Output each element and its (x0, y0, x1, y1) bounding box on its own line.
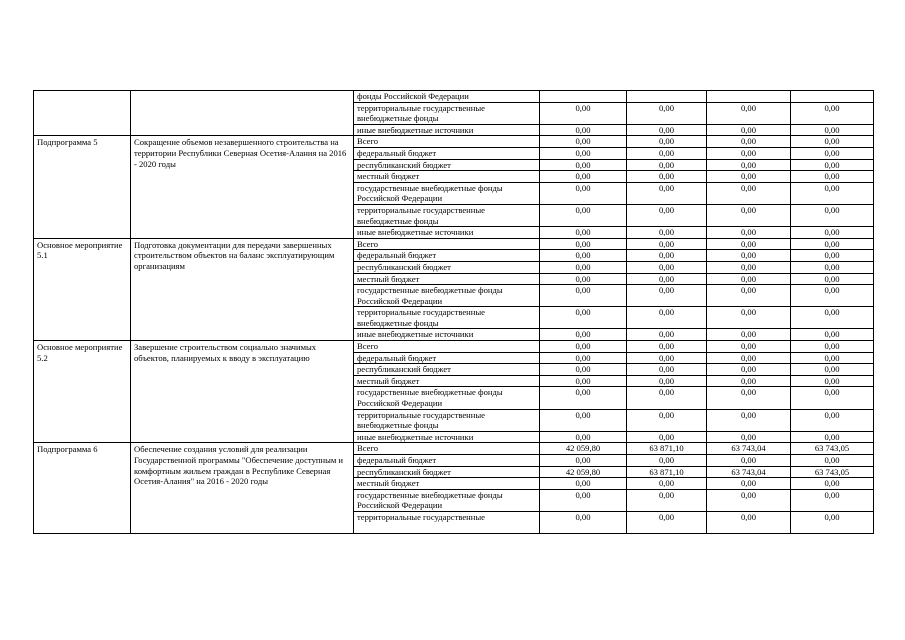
funding-source-cell: фонды Российской Федерации (354, 91, 540, 103)
amount-cell-year-3: 0,00 (707, 511, 791, 533)
funding-source-cell: местный бюджет (354, 375, 540, 387)
funding-source-cell: иные внебюджетные источники (354, 227, 540, 239)
amount-cell-year-1: 0,00 (540, 375, 627, 387)
amount-cell-year-2: 0,00 (627, 352, 707, 364)
table-row (34, 443, 874, 455)
amount-cell-year-1: 42 059,80 (540, 466, 627, 478)
amount-cell-year-2: 63 871,10 (627, 443, 707, 455)
amount-cell-year-2: 0,00 (627, 431, 707, 443)
amount-cell-year-3: 0,00 (707, 478, 791, 490)
amount-cell-year-3: 0,00 (707, 124, 791, 136)
funding-source-cell: федеральный бюджет (354, 250, 540, 262)
funding-source-cell: иные внебюджетные источники (354, 329, 540, 341)
amount-cell-year-3: 0,00 (707, 489, 791, 511)
funding-source-cell: Всего (354, 136, 540, 148)
amount-cell-year-1: 0,00 (540, 409, 627, 431)
amount-cell-year-2: 0,00 (627, 409, 707, 431)
amount-cell-year-2: 0,00 (627, 159, 707, 171)
program-description-cell: Подготовка документации для передачи завершенных строительством объектов на баланс эксплуатирующим организациям (131, 238, 354, 340)
funding-source-cell: республиканский бюджет (354, 159, 540, 171)
amount-cell-year-4: 0,00 (791, 489, 874, 511)
amount-cell-year-1: 0,00 (540, 261, 627, 273)
amount-cell-year-4: 0,00 (791, 329, 874, 341)
amount-cell-year-4: 0,00 (791, 431, 874, 443)
program-code-cell: Основное мероприятие 5.2 (34, 341, 131, 443)
amount-cell-year-2: 0,00 (627, 204, 707, 226)
amount-cell-year-4: 0,00 (791, 261, 874, 273)
amount-cell-year-1: 0,00 (540, 273, 627, 285)
amount-cell-year-1: 0,00 (540, 159, 627, 171)
amount-cell-year-4: 0,00 (791, 171, 874, 183)
program-code-cell: Подпрограмма 6 (34, 443, 131, 534)
funding-source-cell: республиканский бюджет (354, 364, 540, 376)
funding-source-cell: Всего (354, 341, 540, 353)
amount-cell-year-3: 0,00 (707, 409, 791, 431)
amount-cell-year-3: 0,00 (707, 364, 791, 376)
amount-cell-year-2: 0,00 (627, 250, 707, 262)
amount-cell-year-2 (627, 91, 707, 103)
program-code-cell: Основное мероприятие 5.1 (34, 238, 131, 340)
amount-cell-year-1: 0,00 (540, 387, 627, 409)
amount-cell-year-2: 0,00 (627, 147, 707, 159)
amount-cell-year-3: 0,00 (707, 431, 791, 443)
funding-source-cell: местный бюджет (354, 273, 540, 285)
amount-cell-year-2: 0,00 (627, 489, 707, 511)
amount-cell-year-2: 0,00 (627, 238, 707, 250)
amount-cell-year-1: 0,00 (540, 102, 627, 124)
funding-source-cell: республиканский бюджет (354, 261, 540, 273)
amount-cell-year-4: 0,00 (791, 124, 874, 136)
amount-cell-year-3: 0,00 (707, 273, 791, 285)
amount-cell-year-2: 0,00 (627, 136, 707, 148)
amount-cell-year-3: 0,00 (707, 250, 791, 262)
amount-cell-year-3: 0,00 (707, 238, 791, 250)
program-code-cell (34, 91, 131, 136)
funding-source-cell: иные внебюджетные источники (354, 124, 540, 136)
amount-cell-year-1: 0,00 (540, 227, 627, 239)
amount-cell-year-1: 0,00 (540, 147, 627, 159)
amount-cell-year-4: 0,00 (791, 455, 874, 467)
amount-cell-year-1: 0,00 (540, 455, 627, 467)
amount-cell-year-2: 0,00 (627, 375, 707, 387)
table-row (34, 238, 874, 250)
amount-cell-year-4: 0,00 (791, 341, 874, 353)
amount-cell-year-3: 0,00 (707, 375, 791, 387)
amount-cell-year-4: 0,00 (791, 511, 874, 533)
amount-cell-year-3: 0,00 (707, 182, 791, 204)
amount-cell-year-3: 0,00 (707, 204, 791, 226)
amount-cell-year-2: 0,00 (627, 307, 707, 329)
amount-cell-year-4: 0,00 (791, 227, 874, 239)
amount-cell-year-3: 0,00 (707, 147, 791, 159)
funding-source-cell: территориальные государственные внебюджетные фонды (354, 102, 540, 124)
funding-source-cell: государственные внебюджетные фонды Российской Федерации (354, 489, 540, 511)
amount-cell-year-4: 0,00 (791, 136, 874, 148)
amount-cell-year-2: 0,00 (627, 124, 707, 136)
amount-cell-year-4: 0,00 (791, 250, 874, 262)
amount-cell-year-3 (707, 91, 791, 103)
amount-cell-year-3: 0,00 (707, 352, 791, 364)
program-code-cell: Подпрограмма 5 (34, 136, 131, 238)
funding-source-cell: федеральный бюджет (354, 352, 540, 364)
amount-cell-year-1: 0,00 (540, 250, 627, 262)
amount-cell-year-1: 0,00 (540, 182, 627, 204)
funding-source-cell: территориальные государственные внебюджетные фонды (354, 307, 540, 329)
amount-cell-year-3: 0,00 (707, 329, 791, 341)
amount-cell-year-1: 0,00 (540, 124, 627, 136)
amount-cell-year-3: 0,00 (707, 455, 791, 467)
amount-cell-year-4: 0,00 (791, 285, 874, 307)
amount-cell-year-2: 0,00 (627, 478, 707, 490)
funding-source-cell: местный бюджет (354, 478, 540, 490)
amount-cell-year-4: 0,00 (791, 307, 874, 329)
amount-cell-year-2: 0,00 (627, 102, 707, 124)
amount-cell-year-4: 0,00 (791, 238, 874, 250)
amount-cell-year-2: 0,00 (627, 171, 707, 183)
amount-cell-year-3: 63 743,04 (707, 466, 791, 478)
table-row (34, 91, 874, 103)
amount-cell-year-1: 42 059,80 (540, 443, 627, 455)
amount-cell-year-4: 0,00 (791, 273, 874, 285)
amount-cell-year-2: 0,00 (627, 364, 707, 376)
funding-source-cell: территориальные государственные внебюджетные фонды (354, 409, 540, 431)
funding-source-cell: федеральный бюджет (354, 147, 540, 159)
amount-cell-year-2: 0,00 (627, 387, 707, 409)
funding-source-cell: Всего (354, 443, 540, 455)
funding-source-cell: государственные внебюджетные фонды Российской Федерации (354, 285, 540, 307)
funding-source-cell: федеральный бюджет (354, 455, 540, 467)
program-description-cell: Сокращение объемов незавершенного строительства на территории Республики Северная Осетия-Алания на 2016 - 2020 годы (131, 136, 354, 238)
amount-cell-year-2: 0,00 (627, 341, 707, 353)
amount-cell-year-1: 0,00 (540, 352, 627, 364)
amount-cell-year-4: 63 743,05 (791, 466, 874, 478)
amount-cell-year-3: 63 743,04 (707, 443, 791, 455)
funding-table (33, 90, 874, 534)
amount-cell-year-1: 0,00 (540, 171, 627, 183)
amount-cell-year-3: 0,00 (707, 341, 791, 353)
amount-cell-year-2: 63 871,10 (627, 466, 707, 478)
amount-cell-year-4: 0,00 (791, 387, 874, 409)
funding-source-cell: местный бюджет (354, 171, 540, 183)
amount-cell-year-3: 0,00 (707, 136, 791, 148)
amount-cell-year-1: 0,00 (540, 364, 627, 376)
amount-cell-year-2: 0,00 (627, 261, 707, 273)
funding-source-cell: государственные внебюджетные фонды Российской Федерации (354, 182, 540, 204)
amount-cell-year-4: 0,00 (791, 159, 874, 171)
amount-cell-year-4: 0,00 (791, 352, 874, 364)
amount-cell-year-2: 0,00 (627, 227, 707, 239)
amount-cell-year-1: 0,00 (540, 285, 627, 307)
amount-cell-year-1: 0,00 (540, 307, 627, 329)
amount-cell-year-3: 0,00 (707, 171, 791, 183)
program-description-cell (131, 91, 354, 136)
amount-cell-year-3: 0,00 (707, 159, 791, 171)
amount-cell-year-4: 0,00 (791, 147, 874, 159)
amount-cell-year-1: 0,00 (540, 431, 627, 443)
amount-cell-year-2: 0,00 (627, 455, 707, 467)
amount-cell-year-3: 0,00 (707, 227, 791, 239)
amount-cell-year-4: 0,00 (791, 478, 874, 490)
amount-cell-year-4: 63 743,05 (791, 443, 874, 455)
funding-source-cell: территориальные государственные (354, 511, 540, 533)
amount-cell-year-4: 0,00 (791, 375, 874, 387)
amount-cell-year-2: 0,00 (627, 182, 707, 204)
program-description-cell: Обеспечение создания условий для реализации Государственной программы "Обеспечение доступным и комфортным жильем граждан в Республике Северная Осетия-Алания" на 2016 - 2020 годы (131, 443, 354, 534)
amount-cell-year-1: 0,00 (540, 136, 627, 148)
amount-cell-year-3: 0,00 (707, 285, 791, 307)
funding-source-cell: государственные внебюджетные фонды Российской Федерации (354, 387, 540, 409)
funding-source-cell: Всего (354, 238, 540, 250)
amount-cell-year-4: 0,00 (791, 204, 874, 226)
amount-cell-year-4: 0,00 (791, 102, 874, 124)
program-description-cell: Завершение строительством социально значимых объектов, планируемых к вводу в эксплуатацию (131, 341, 354, 443)
amount-cell-year-4: 0,00 (791, 364, 874, 376)
amount-cell-year-1 (540, 91, 627, 103)
table-row (34, 341, 874, 353)
amount-cell-year-3: 0,00 (707, 102, 791, 124)
amount-cell-year-4 (791, 91, 874, 103)
table-row (34, 136, 874, 148)
amount-cell-year-4: 0,00 (791, 409, 874, 431)
amount-cell-year-1: 0,00 (540, 238, 627, 250)
table-body (34, 91, 874, 534)
amount-cell-year-2: 0,00 (627, 273, 707, 285)
amount-cell-year-2: 0,00 (627, 329, 707, 341)
amount-cell-year-3: 0,00 (707, 261, 791, 273)
amount-cell-year-2: 0,00 (627, 511, 707, 533)
amount-cell-year-1: 0,00 (540, 489, 627, 511)
amount-cell-year-3: 0,00 (707, 387, 791, 409)
amount-cell-year-1: 0,00 (540, 511, 627, 533)
amount-cell-year-1: 0,00 (540, 329, 627, 341)
amount-cell-year-1: 0,00 (540, 478, 627, 490)
amount-cell-year-3: 0,00 (707, 307, 791, 329)
funding-source-cell: территориальные государственные внебюджетные фонды (354, 204, 540, 226)
amount-cell-year-4: 0,00 (791, 182, 874, 204)
funding-source-cell: республиканский бюджет (354, 466, 540, 478)
amount-cell-year-2: 0,00 (627, 285, 707, 307)
funding-source-cell: иные внебюджетные источники (354, 431, 540, 443)
amount-cell-year-1: 0,00 (540, 341, 627, 353)
amount-cell-year-1: 0,00 (540, 204, 627, 226)
